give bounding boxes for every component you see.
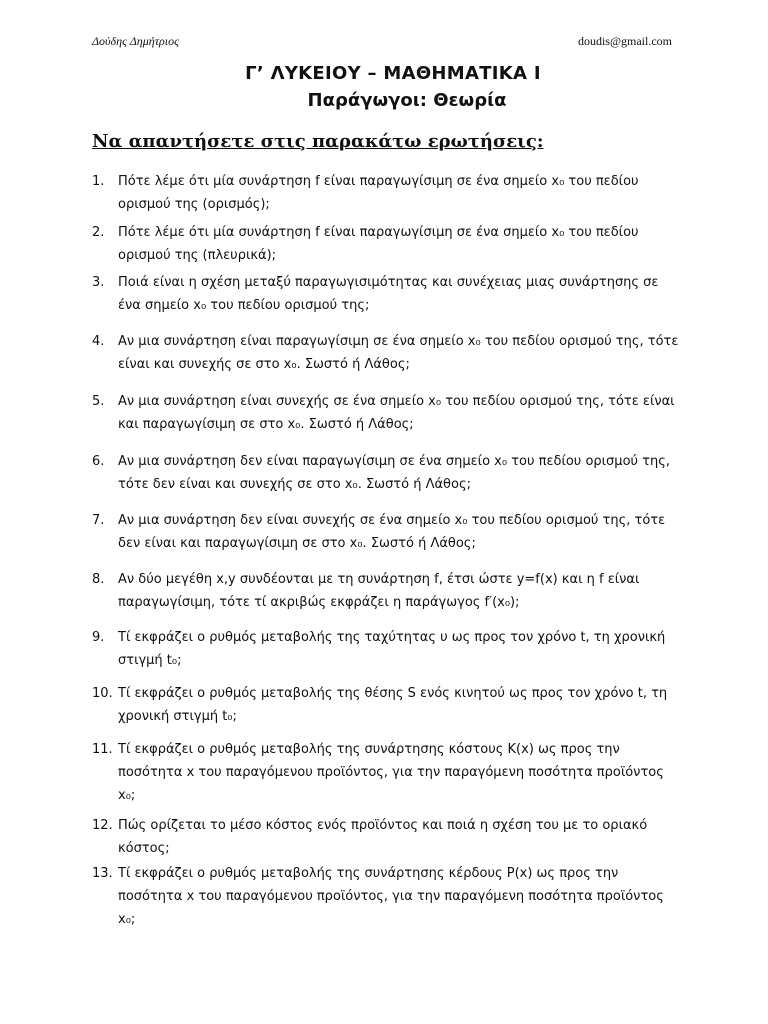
page-header [92, 34, 672, 50]
question-number: 3. [92, 275, 105, 290]
question-number: 6. [92, 454, 105, 469]
question-item [92, 626, 682, 672]
question-number: 10. [92, 686, 113, 701]
question-text: Αν μια συνάρτηση δεν είναι παραγωγίσιμη σε ένα σημείο x₀ του πεδίου ορισμού της, τότε δεν είναι και συνεχής σε στο x₀. Σωστό ή Λάθος; [118, 454, 670, 492]
question-number: 13. [92, 866, 113, 881]
question-item [92, 450, 682, 496]
question-number: 1. [92, 174, 105, 189]
question-text: Τί εκφράζει ο ρυθμός μεταβολής της θέσης S ενός κινητού ως προς τον χρόνο t, τη χρονική στιγμή t₀; [118, 686, 668, 724]
question-text: Πώς ορίζεται το μέσο κόστος ενός προϊόντος και ποιά η σχέση του με το οριακό κόστος; [118, 818, 648, 856]
question-number: 4. [92, 334, 105, 349]
question-number: 11. [92, 742, 113, 757]
question-number: 2. [92, 225, 105, 240]
question-number: 7. [92, 513, 105, 528]
question-item [92, 330, 682, 376]
question-item [92, 390, 682, 436]
question-item [92, 738, 682, 807]
author-name: Δούδης Δημήτριος [92, 34, 179, 48]
author-email: doudis@gmail.com [577, 34, 672, 48]
question-text: Πότε λέμε ότι μία συνάρτηση f είναι παραγωγίσιμη σε ένα σημείο x₀ του πεδίου ορισμού της (ορισμός); [118, 174, 639, 212]
question-item [92, 568, 682, 614]
question-number: 12. [92, 818, 113, 833]
question-number: 8. [92, 572, 105, 587]
question-text: Αν μια συνάρτηση δεν είναι συνεχής σε ένα σημείο x₀ του πεδίου ορισμού της, τότε δεν είναι και παραγωγίσιμη σε στο x₀. Σωστό ή Λάθος; [118, 513, 666, 551]
question-item [92, 509, 682, 555]
question-text: Τί εκφράζει ο ρυθμός μεταβολής της συνάρτησης κόστους K(x) ως προς την ποσότητα x του παραγόμενου προϊόντος, για την παραγόμενη ποσότητα προϊόντος x₀; [118, 742, 664, 803]
question-text: Αν μια συνάρτηση είναι συνεχής σε ένα σημείο x₀ του πεδίου ορισμού της, τότε είναι και παραγωγίσιμη σε στο x₀. Σωστό ή Λάθος; [118, 394, 675, 432]
question-text: Τί εκφράζει ο ρυθμός μεταβολής της ταχύτητας υ ως προς τον χρόνο t, τη χρονική στιγμή t₀; [118, 630, 666, 668]
question-text: Τί εκφράζει ο ρυθμός μεταβολής της συνάρτησης κέρδους P(x) ως προς την ποσότητα x του παραγόμενου προϊόντος, για την παραγόμενη ποσότητα προϊόντος x₀; [118, 866, 664, 927]
question-item [92, 814, 682, 860]
question-item [92, 271, 682, 317]
question-item [92, 170, 682, 216]
question-item [92, 682, 682, 728]
question-text: Αν μια συνάρτηση είναι παραγωγίσιμη σε ένα σημείο x₀ του πεδίου ορισμού της, τότε είναι και συνεχής σε στο x₀. Σωστό ή Λάθος; [118, 334, 679, 372]
section-heading: Να απαντήσετε στις παρακάτω ερωτήσεις: [92, 131, 544, 152]
question-item [92, 862, 682, 931]
question-text: Ποιά είναι η σχέση μεταξύ παραγωγισιμότητας και συνέχειας μιας συνάρτησης σε ένα σημείο x₀ του πεδίου ορισμού της; [118, 275, 659, 313]
question-item [92, 221, 682, 267]
question-text: Πότε λέμε ότι μία συνάρτηση f είναι παραγωγίσιμη σε ένα σημείο x₀ του πεδίου ορισμού της (πλευρικά); [118, 225, 639, 263]
question-number: 9. [92, 630, 105, 645]
document-subtitle: Παράγωγοι: Θεωρία [307, 90, 507, 111]
document-title: Γ’ ΛΥΚΕΙΟΥ – ΜΑΘΗΜΑΤΙΚΑ Ι [245, 63, 541, 84]
question-text: Αν δύο μεγέθη x,y συνδέονται με τη συνάρτηση f, έτσι ώστε y=f(x) και η f είναι παραγωγίσιμη, τότε τί ακριβώς εκφράζει η παράγωγος f′(x₀); [118, 572, 640, 610]
question-number: 5. [92, 394, 105, 409]
